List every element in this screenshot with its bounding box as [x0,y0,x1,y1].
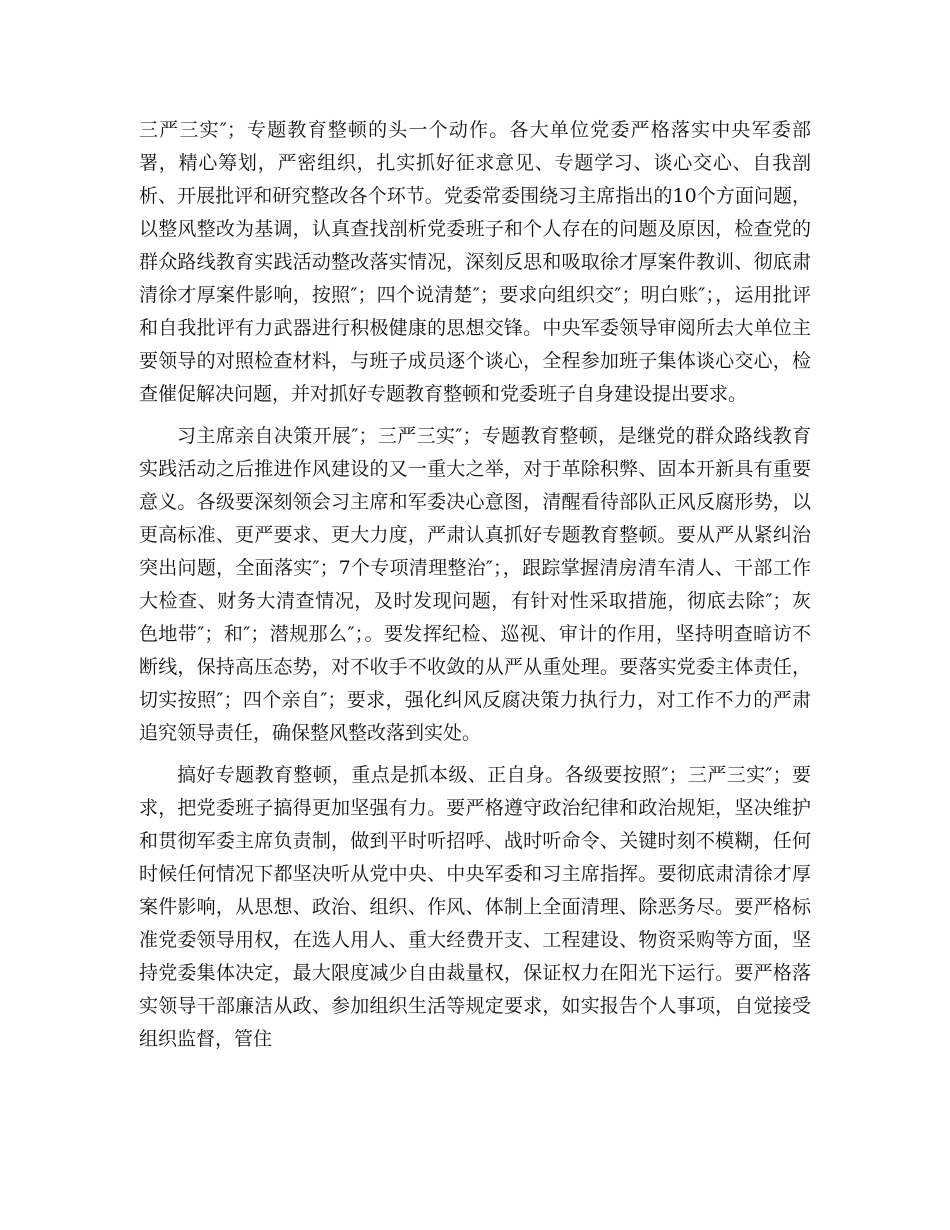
paragraph-1: 三严三实″；专题教育整顿的头一个动作。各大单位党委严格落实中央军委部署，精心筹划，严密组织，扎实抓好征求意见、专题学习、谈心交心、自我剖析、开展批评和研究整改各个环节。党委常委围绕习主席指出的10个方面问题，以整风整改为基调，认真查找剖析党委班子和个人存在的问题及原因，检查党的群众路线教育实践活动整改落实情况，深刻反思和吸取徐才厚案件教训、彻底肃清徐才厚案件影响，按照″；四个说清楚″；要求向组织交″；明白账″；，运用批评和自我批评有力武器进行积极健康的思想交锋。中央军委领导审阅所去大单位主要领导的对照检查材料，与班子成员逐个谈心，全程参加班子集体谈心交心，检查催促解决问题，并对抓好专题教育整顿和党委班子自身建设提出要求。 [139,119,811,405]
paragraph-2: 习主席亲自决策开展″；三严三实″；专题教育整顿，是继党的群众路线教育实践活动之后推进作风建设的又一重大之举，对于革除积弊、固本开新具有重要意义。各级要深刻领会习主席和军委决心意图，清醒看待部队正风反腐形势，以更高标准、更严要求、更大力度，严肃认真抓好专题教育整顿。要从严从紧纠治突出问题，全面落实″；7个专项清理整治″；，跟踪掌握清房清车清人、干部工作大检查、财务大清查情况，及时发现问题，有针对性采取措施，彻底去除″；灰色地带″；和″；潜规那么″；。要发挥纪检、巡视、审计的作用，坚持明查暗访不断线，保持高压态势，对不收手不收敛的从严从重处理。要落实党委主体责任，切实按照″；四个亲自″；要求，强化纠风反腐决策力执行力，对工作不力的严肃追究领导责任，确保整风整改落到实处。 [139,425,811,744]
document-body [139,114,811,1056]
paragraph-3: 搞好专题教育整顿，重点是抓本级、正自身。各级要按照″；三严三实″；要求，把党委班子搞得更加坚强有力。要严格遵守政治纪律和政治规矩，坚决维护和贯彻军委主席负责制，做到平时听招呼、战时听命令、关键时刻不模糊，任何时候任何情况下都坚决听从党中央、中央军委和习主席指挥。要彻底肃清徐才厚案件影响，从思想、政治、组织、作风、体制上全面清理、除恶务尽。要严格标准党委领导用权，在选人用人、重大经费开支、工程建设、物资采购等方面，坚持党委集体决定，最大限度减少自由裁量权，保证权力在阳光下运行。要严格落实领导干部廉洁从政、参加组织生活等规定要求，如实报告个人事项，自觉接受组织监督，管住 [139,764,811,1050]
